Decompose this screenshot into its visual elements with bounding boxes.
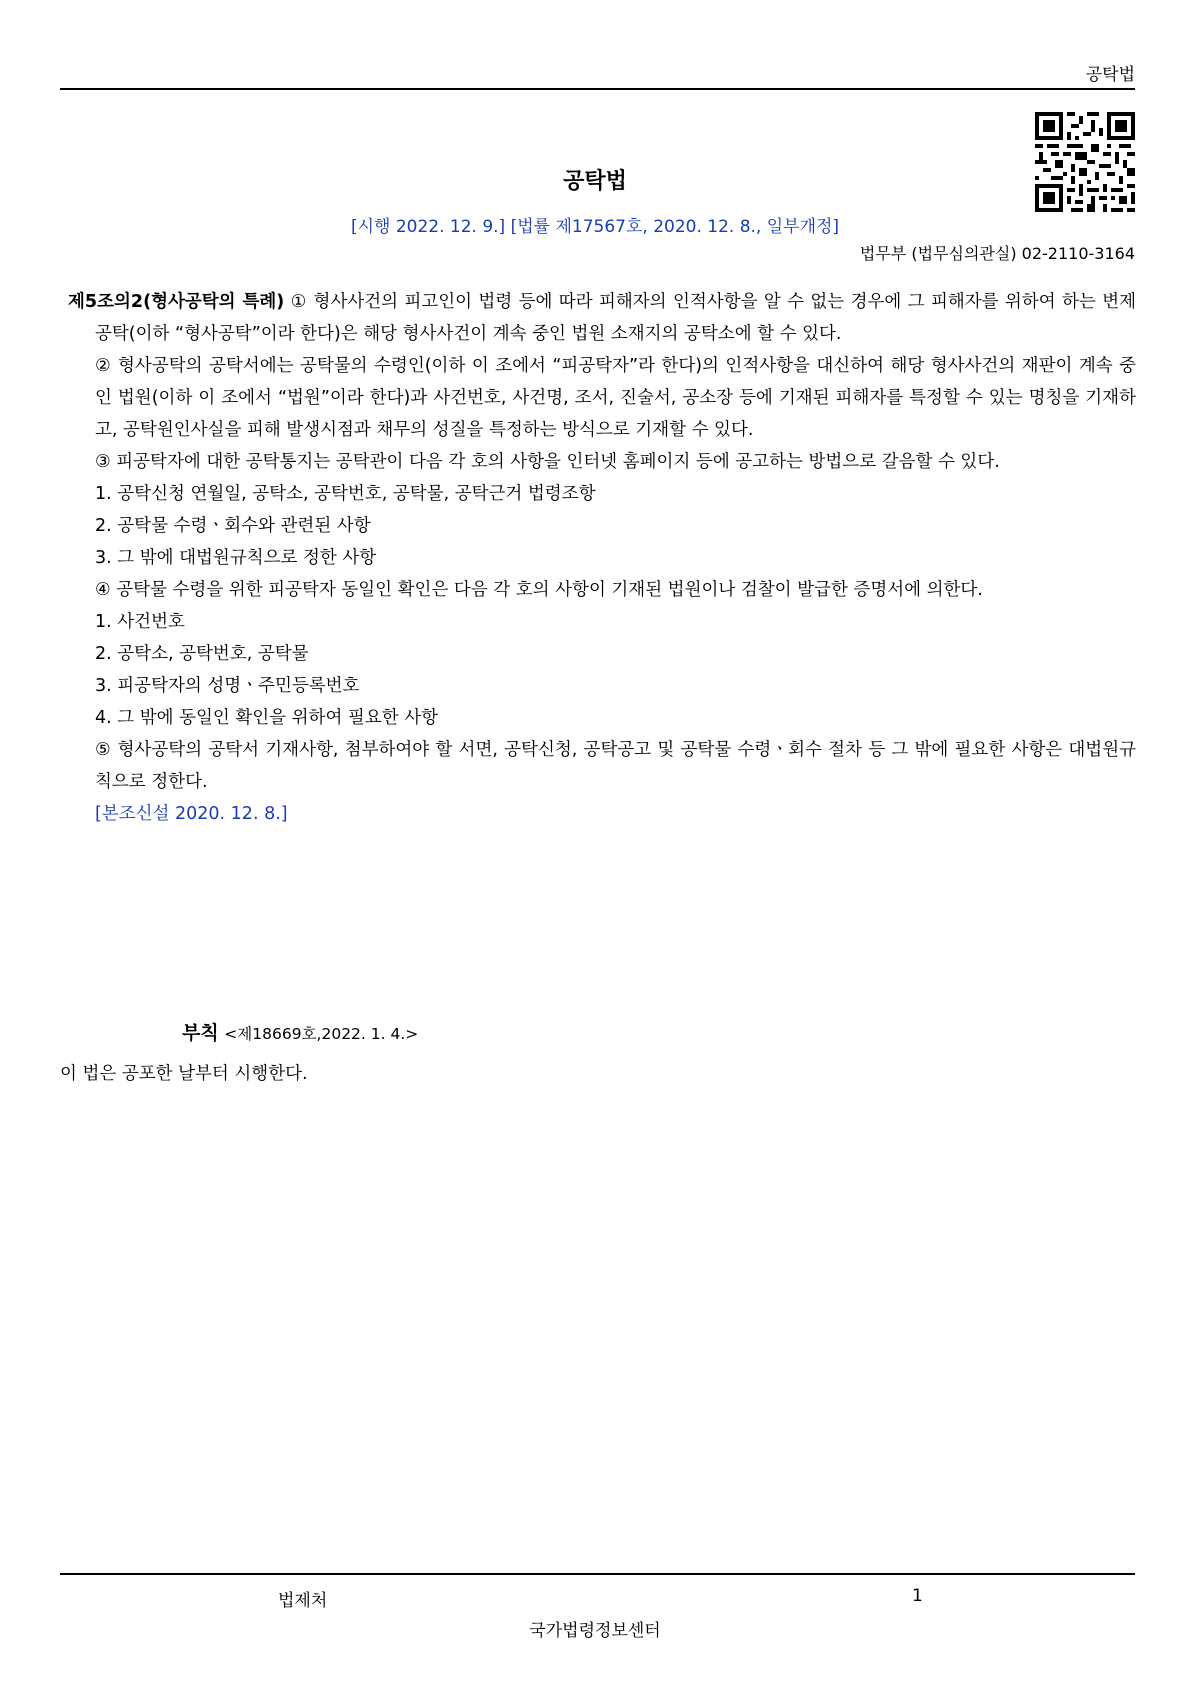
amendment-note[interactable]: [본조신설 2020. 12. 8.] <box>95 804 288 824</box>
addenda-text: 이 법은 공포한 날부터 시행한다. <box>60 1064 308 1084</box>
paragraph-2: ② 형사공탁의 공탁서에는 공탁물의 수령인(이하 이 조에서 “피공탁자”라 한다)의 인적사항을 대신하여 해당 형사사건의 재판이 계속 중인 법원(이하 이 조에서 “법원”이라 한다)과 사건번호, 사건명, 조서, 진술서, 공소장 등에 기재된 피해자를 특정할 수 있는 명칭을 기재하고, 공탁원인사실을 피해 발생시점과 채무의 성질을 특정하는 방식으로 기재할 수 있다. <box>95 356 1136 440</box>
addenda-heading <box>182 1018 418 1045</box>
list-item: 1. 사건번호 <box>95 612 185 632</box>
list-item: 3. 피공탁자의 성명ㆍ주민등록번호 <box>95 676 360 696</box>
paragraph-1-text: ① 형사사건의 피고인이 법령 등에 따라 피해자의 인적사항을 알 수 없는 경우에 그 피해자를 위하여 하는 변제공탁(이하 “형사공탁”이라 한다)은 해당 형사사건이 계속 중인 법원 소재지의 공탁소에 할 수 있다. <box>95 292 1137 344</box>
addenda-meta: <제18669호,2022. 1. 4.> <box>224 1025 419 1043</box>
paragraph-3: ③ 피공탁자에 대한 공탁통지는 공탁관이 다음 각 호의 사항을 인터넷 홈페이지 등에 공고하는 방법으로 갈음할 수 있다. <box>95 452 1000 472</box>
document-title: 공탁법 <box>563 169 627 194</box>
list-item: 2. 공탁소, 공탁번호, 공탁물 <box>95 644 309 664</box>
footer-center-text: 국가법령정보센터 <box>529 1621 661 1641</box>
header-rule <box>60 88 1135 90</box>
article-number: 제5조의2(형사공탁의 특례) <box>68 292 285 312</box>
paragraph-5: ⑤ 형사공탁의 공탁서 기재사항, 첨부하여야 할 서면, 공탁신청, 공탁공고 및 공탁물 수령ㆍ회수 절차 등 그 밖에 필요한 사항은 대법원규칙으로 정한다. <box>95 740 1136 792</box>
running-header-title: 공탁법 <box>1085 65 1135 85</box>
ministry-contact: 법무부 (법무심의관실) 02-2110-3164 <box>859 244 1135 263</box>
list-item: 1. 공탁신청 연월일, 공탁소, 공탁번호, 공탁물, 공탁근거 법령조항 <box>95 484 596 504</box>
article-first-paragraph <box>68 286 1136 350</box>
article-5-2 <box>68 286 1136 830</box>
paragraph-4: ④ 공탁물 수령을 위한 피공탁자 동일인 확인은 다음 각 호의 사항이 기재된 법원이나 검찰이 발급한 증명서에 의한다. <box>95 580 983 600</box>
list-item: 4. 그 밖에 동일인 확인을 위하여 필요한 사항 <box>95 708 439 728</box>
footer-rule <box>60 1573 1135 1575</box>
page-number: 1 <box>912 1586 923 1606</box>
footer-publisher: 법제처 <box>278 1591 328 1611</box>
enforcement-info[interactable]: [시행 2022. 12. 9.] [법률 제17567호, 2020. 12. 8., 일부개정] <box>350 217 840 237</box>
list-item: 2. 공탁물 수령ㆍ회수와 관련된 사항 <box>95 516 371 536</box>
list-item: 3. 그 밖에 대법원규칙으로 정한 사항 <box>95 548 377 568</box>
addenda-label: 부칙 <box>182 1022 219 1044</box>
qr-code-icon <box>1035 112 1135 212</box>
